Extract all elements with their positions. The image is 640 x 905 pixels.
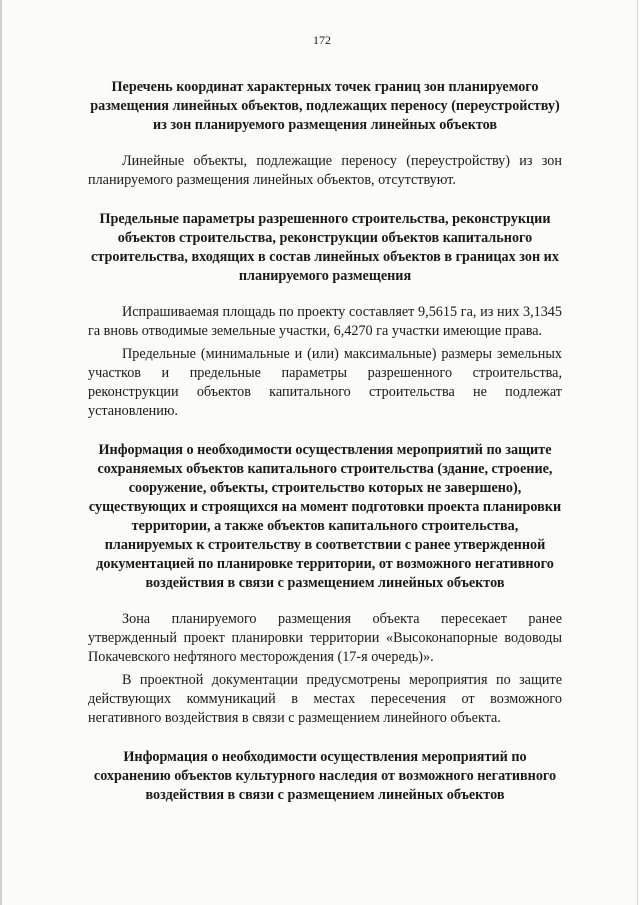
section-heading-cultural-heritage: Информация о необходимости осуществления мероприятий по сохранению объектов культурного наследия от возможного негативного воздействия в связи с размещением линейных объектов xyxy=(93,749,557,803)
paragraph-zone-intersection: Зона планируемого размещения объекта пересекает ранее утвержденный проект планировки территории «Высоконапорные водоводы Покачевского нефтяного месторождения (17-я очередь)». xyxy=(88,611,562,665)
section-heading-protection: Информация о необходимости осуществления мероприятий по защите сохраняемых объектов капитального строительства (здание, строение, сооружение, объекты, строительство которых не завершено), существующих и строящихся на момент подготовки проекта планировки территории, а также объектов капитального строительства, планируемых к строительству в соответствии с ранее утвержденной документацией по планировке территории, от возможного негативного воздействия в связи с размещением линейных объектов xyxy=(88,442,562,591)
scan-edge xyxy=(637,0,638,905)
paragraph-area: Испрашиваемая площадь по проекту составляет 9,5615 га, из них 3,1345 га вновь отводимые земельные участки, 6,4270 га участки имеющие права. xyxy=(88,304,562,339)
document-body xyxy=(88,78,562,805)
paragraph-limit-sizes: Предельные (минимальные и (или) максимальные) размеры земельных участков и предельные параметры разрешенного строительства, реконструкции объектов капитального строительства не подлежат установлению. xyxy=(88,346,562,419)
section-heading-coordinates: Перечень координат характерных точек границ зон планируемого размещения линейных объектов, подлежащих переносу (переустройству) из зон планируемого размещения линейных объектов xyxy=(90,79,560,133)
paragraph-protection-measures: В проектной документации предусмотрены мероприятия по защите действующих коммуникаций в местах пересечения от возможного негативного воздействия в связи с размещением линейного объекта. xyxy=(88,672,562,726)
paragraph-no-linear-objects: Линейные объекты, подлежащие переносу (переустройству) из зон планируемого размещения линейных объектов, отсутствуют. xyxy=(88,153,562,188)
page-number: 172 xyxy=(313,33,331,47)
section-heading-limit-parameters: Предельные параметры разрешенного строительства, реконструкции объектов строительства, реконструкции объектов капитального строительства, входящих в состав линейных объектов в границах зон их планируемого размещения xyxy=(91,211,559,284)
